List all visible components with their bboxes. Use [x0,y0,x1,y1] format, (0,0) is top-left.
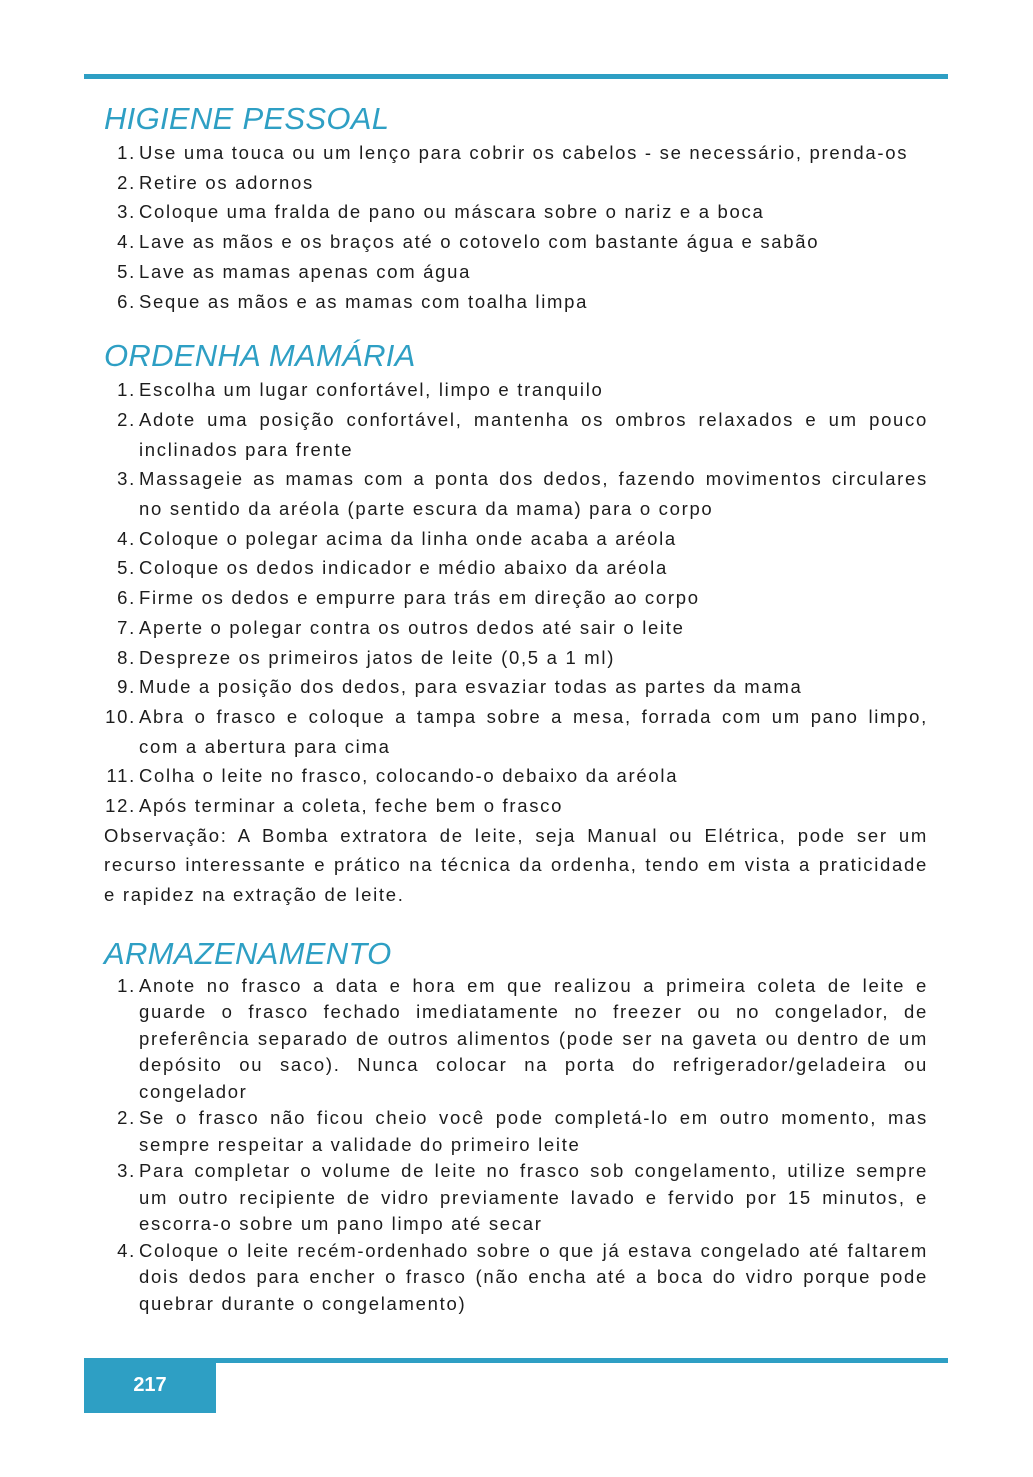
list-item [104,1158,928,1238]
list-item-text: Coloque o leite recém-ordenhado sobre o que já estava congelado até faltarem dois dedos para encher o frasco (não encha até a boca do vidro porque pode quebrar durante o congelamento) [139,1239,928,1314]
list-item-text: Mude a posição dos dedos, para esvaziar todas as partes da mama [139,676,803,698]
list-item [104,287,928,317]
list-item-number: 9. [117,676,136,698]
list-item-text: Lave as mãos e os braços até o cotovelo com bastante água e sabão [139,231,820,253]
list-item [104,227,928,257]
list-item [104,524,928,554]
list-item [104,464,928,523]
section-title-armazenamento: ARMAZENAMENTO [104,935,392,971]
list-item [104,375,928,405]
section-title-higiene: HIGIENE PESSOAL [104,101,390,136]
list-item [104,702,928,761]
list-item-number: 11. [106,765,136,787]
list-item-number: 6. [117,587,136,609]
list-item-text: Coloque uma fralda de pano ou máscara sobre o nariz e a boca [139,201,765,223]
list-item [104,138,928,168]
list-item-number: 3. [117,201,136,223]
list-item-text: Após terminar a coleta, feche bem o frasco [139,795,564,817]
list-item [104,553,928,583]
list-item-text: Coloque o polegar acima da linha onde acaba a aréola [139,527,677,549]
list-item [104,1105,928,1158]
page-number-box [84,1358,216,1413]
list-item-text: Coloque os dedos indicador e médio abaixo da aréola [139,557,668,579]
section-title-ordenha: ORDENHA MAMÁRIA [104,338,416,374]
list-armazenamento [104,973,928,1318]
list-item-number: 3. [117,468,136,490]
list-item-number: 4. [117,231,136,253]
list-ordenha [104,375,928,821]
list-item [104,643,928,673]
top-divider [84,74,948,79]
list-item-number: 1. [117,974,136,996]
list-item [104,613,928,643]
list-item [104,791,928,821]
list-item-number: 4. [117,1239,136,1261]
list-item-number: 5. [117,260,136,282]
list-item-number: 1. [117,379,136,401]
list-item-number: 4. [117,527,136,549]
list-item-number: 12. [105,795,136,817]
list-item [104,672,928,702]
list-item-number: 7. [117,616,136,638]
list-item [104,257,928,287]
list-item-text: Aperte o polegar contra os outros dedos até sair o leite [139,616,685,638]
page-number: 217 [133,1374,167,1396]
list-item-number: 2. [117,171,136,193]
list-item-text: Despreze os primeiros jatos de leite (0,5 a 1 ml) [139,646,616,668]
list-item [104,973,928,1106]
list-item-number: 2. [117,1107,136,1129]
list-item [104,405,928,464]
list-item-number: 6. [117,290,136,312]
list-item-text: Use uma touca ou um lenço para cobrir os cabelos - se necessário, prenda-os [139,142,909,163]
list-item-text: Escolha um lugar confortável, limpo e tranquilo [139,379,604,401]
list-item-text: Firme os dedos e empurre para trás em direção ao corpo [139,587,700,609]
list-item-number: 1. [117,142,136,163]
list-item-text: Adote uma posição confortável, mantenha os ombros relaxados e um pouco inclinados para frente [139,408,928,460]
list-item [104,197,928,227]
list-item [104,583,928,613]
list-item-number: 3. [117,1160,136,1182]
list-item [104,761,928,791]
list-item-number: 10. [105,705,136,727]
list-item-number: 8. [117,646,136,668]
list-item-text: Para completar o volume de leite no frasco sob congelamento, utilize sempre um outro recipiente de vidro previamente lavado e fervido por 15 minutos, e escorra-o sobre um pano limpo até secar [139,1160,928,1235]
list-item-number: 5. [117,557,136,579]
list-item-text: Colha o leite no frasco, colocando-o debaixo da aréola [139,765,679,787]
list-item-text: Abra o frasco e coloque a tampa sobre a mesa, forrada com um pano limpo, com a abertura para cima [139,705,928,757]
list-item-text: Seque as mãos e as mamas com toalha limpa [139,290,589,312]
list-item-text: Anote no frasco a data e hora em que realizou a primeira coleta de leite e guarde o frasco fechado imediatamente no freezer ou no congelador, de preferência separado de outros alimentos (pode ser na gaveta ou dentro de um depósito ou saco). Nunca colocar na porta do refrigerador/geladeira ou congelador [139,974,928,1102]
observation-note: Observação: A Bomba extratora de leite, seja Manual ou Elétrica, pode ser um recurso interessante e prático na técnica da ordenha, tendo em vista a praticidade e rapidez na extração de leite. [104,824,928,906]
list-higiene [104,138,928,316]
list-item-text: Se o frasco não ficou cheio você pode completá-lo em outro momento, mas sempre respeitar a validade do primeiro leite [139,1107,928,1155]
list-item-text: Retire os adornos [139,171,314,193]
list-item-text: Lave as mamas apenas com água [139,260,472,282]
list-item [104,168,928,198]
list-item-number: 2. [117,408,136,430]
list-item [104,1238,928,1318]
page-content [104,100,928,1317]
list-item-text: Massageie as mamas com a ponta dos dedos, fazendo movimentos circulares no sentido da aréola (parte escura da mama) para o corpo [139,468,928,520]
